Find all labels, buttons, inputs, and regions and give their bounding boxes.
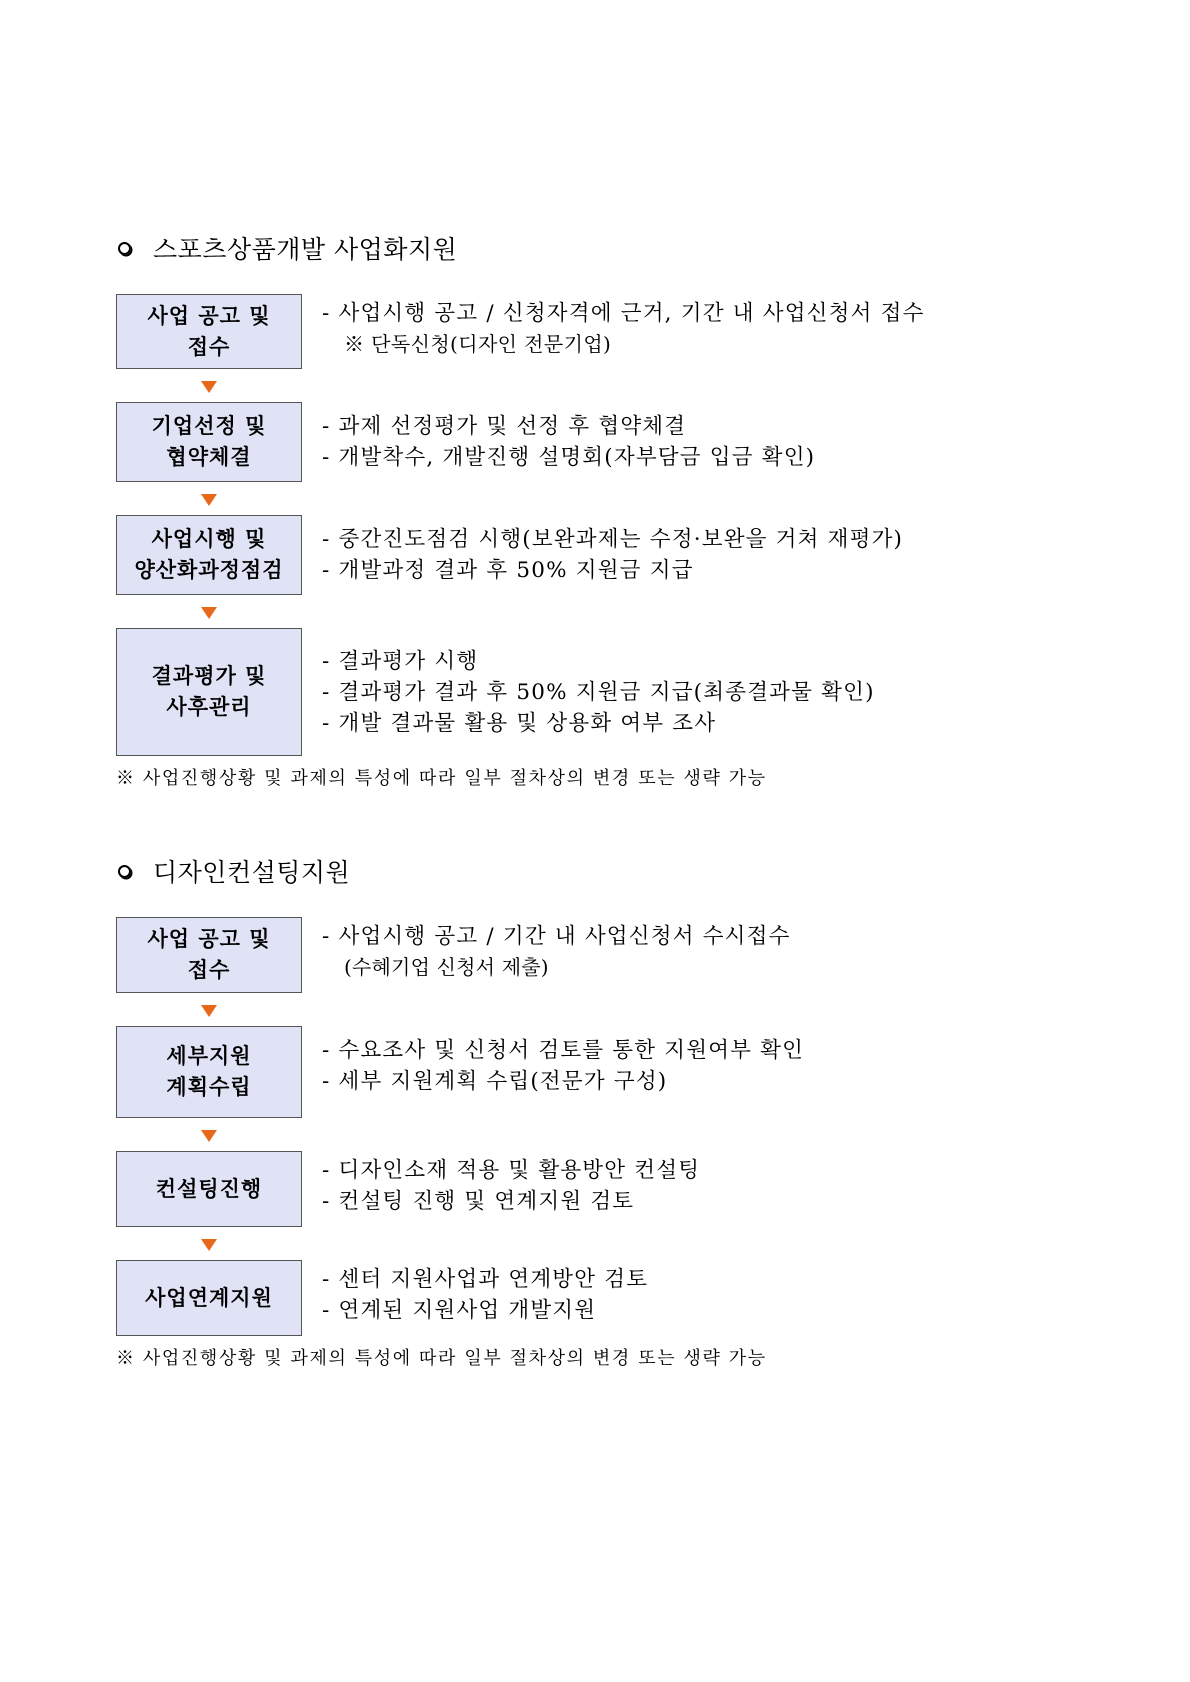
section-title: 디자인컨설팅지원 [153,858,351,887]
step-box-line: 기업선정 및 [151,414,267,438]
step-box-line: 계획수립 [166,1075,252,1099]
flow-arrow [116,369,302,402]
process-step [116,1260,1016,1336]
down-arrow-icon [201,607,217,619]
section-title: 스포츠상품개발 사업화지원 [153,235,458,264]
description-line: - 수요조사 및 신청서 검토를 통한 지원여부 확인 [322,1038,805,1063]
description-line: - 세부 지원계획 수립(전문가 구성) [322,1069,668,1094]
section-heading [116,230,1016,266]
down-arrow-icon [201,494,217,506]
description-line: - 연계된 지원사업 개발지원 [322,1298,597,1323]
description-line: - 결과평가 결과 후 50% 지원금 지급(최종결과물 확인) [322,679,875,705]
description-line: - 디자인소재 적용 및 활용방안 컨설팅 [322,1158,701,1183]
step-description [322,921,791,983]
description-note: ※ 단독신청(디자인 전문기업) [344,331,612,356]
flow-arrow [116,993,302,1026]
step-box [116,1260,302,1336]
step-box [116,515,302,595]
flow-arrow [116,482,302,515]
step-box-line: 컨설팅진행 [155,1176,263,1201]
step-box-line: 사업 공고 및 [147,927,271,951]
process-step [116,1151,1016,1227]
step-description [322,524,903,586]
process-flow [116,917,1016,1370]
process-step [116,917,1016,993]
step-description [322,298,925,360]
step-box-line: 사업연계지원 [145,1285,273,1310]
section-sports-product [116,230,1016,790]
process-step [116,294,1016,369]
description-line: - 사업시행 공고 / 기간 내 사업신청서 수시접수 [322,924,791,949]
circle-bullet-icon [118,865,131,878]
step-box-line: 협약체결 [166,445,252,469]
description-line: - 중간진도점검 시행(보완과제는 수정·보완을 거쳐 재평가) [322,527,904,552]
down-arrow-icon [201,1239,217,1251]
flow-arrow [116,1227,302,1260]
step-box [116,1151,302,1227]
description-line: - 과제 선정평가 및 선정 후 협약체결 [322,414,687,439]
step-box [116,402,302,482]
down-arrow-icon [201,1005,217,1017]
process-flow [116,294,1016,790]
description-note: (수혜기업 신청서 제출) [344,955,549,979]
step-box-line: 사후관리 [166,695,252,719]
down-arrow-icon [201,381,217,393]
step-box-line: 접수 [187,334,231,359]
step-box [116,917,302,993]
step-box [116,294,302,369]
down-arrow-icon [201,1130,217,1142]
step-description [322,1264,648,1326]
description-line: - 컨설팅 진행 및 연계지원 검토 [322,1189,635,1214]
step-box-line: 세부지원 [166,1044,252,1068]
process-step [116,1026,1016,1118]
step-box-line: 접수 [187,958,231,982]
flow-arrow [116,1118,302,1151]
description-line: - 센터 지원사업과 연계방안 검토 [322,1267,649,1292]
process-step [116,402,1016,482]
flow-arrow [116,595,302,628]
step-description [322,646,875,739]
description-line: - 개발 결과물 활용 및 상용화 여부 조사 [322,710,717,736]
step-box-line: 사업시행 및 [151,527,267,551]
description-line: - 개발과정 결과 후 50% 지원금 지급 [322,558,694,583]
step-box [116,1026,302,1118]
circle-bullet-icon [118,242,131,255]
section-heading [116,853,1016,889]
step-description [322,1035,804,1097]
step-description [322,1155,700,1217]
footnote: ※ 사업진행상황 및 과제의 특성에 따라 일부 절차상의 변경 또는 생략 가능 [116,768,767,789]
step-box-line: 사업 공고 및 [147,303,271,328]
step-box-line: 양산화과정점검 [134,558,284,582]
description-line: - 결과평가 시행 [322,648,479,674]
section-design-consulting [116,853,1016,1370]
step-box-line: 결과평가 및 [151,664,267,688]
step-description [322,411,815,473]
step-box [116,628,302,756]
footnote: ※ 사업진행상황 및 과제의 특성에 따라 일부 절차상의 변경 또는 생략 가능 [116,1348,767,1369]
process-step [116,628,1016,756]
description-line: - 사업시행 공고 / 신청자격에 근거, 기간 내 사업신청서 접수 [322,300,925,326]
description-line: - 개발착수, 개발진행 설명회(자부담금 입금 확인) [322,445,816,470]
process-step [116,515,1016,595]
